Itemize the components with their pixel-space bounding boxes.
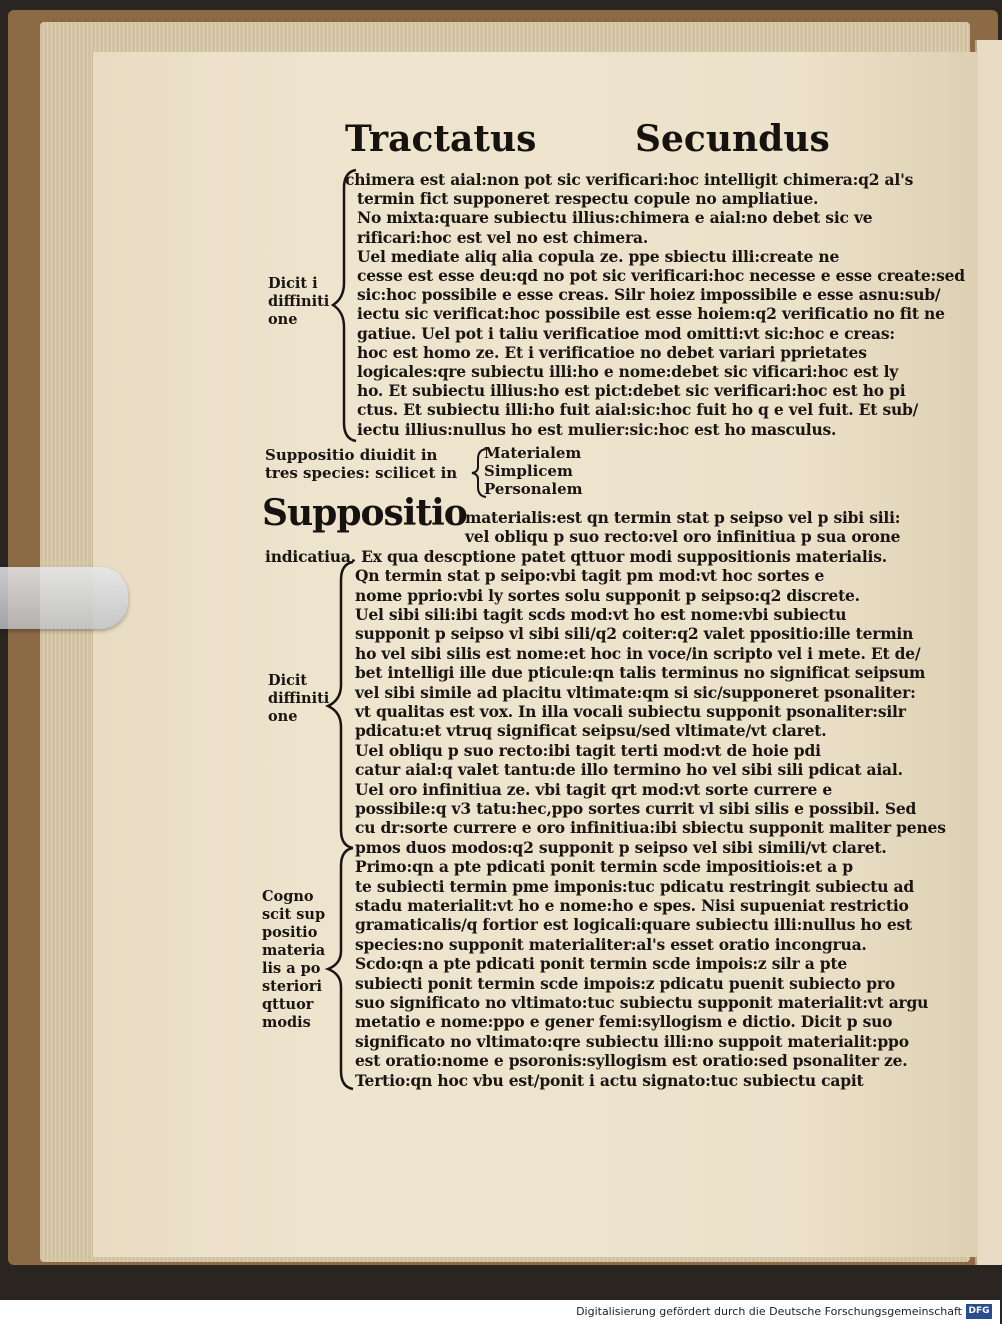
sidenote-dicit-2	[268, 672, 329, 726]
text-line: subiecti ponit termin scde impois:z pdicatu puenit subiecto pro	[355, 973, 895, 993]
text-line: sic:hoc possibile e esse creas. Silr hoiez impossibile e esse asnu:sub/	[357, 285, 941, 305]
running-head-left: Tractatus	[345, 118, 537, 160]
text-line: ctus. Et subiectu illi:ho fuit aial:sic:hoc fuit ho q e vel fuit. Et sub/	[357, 400, 919, 420]
sidenote-suppositio-dividit	[265, 446, 457, 482]
text-line: vel sibi simile ad placitu vltimate:qm si sic/supponeret psonaliter:	[355, 682, 916, 702]
page-clip	[0, 567, 128, 629]
text-line: ho. Et subiectu illius:ho est pict:debet sic verificari:hoc est ho pi	[357, 381, 906, 401]
sidenote-line: qttuor	[262, 996, 314, 1013]
running-head-right: Secundus	[635, 118, 830, 160]
species-item: Simplicem	[484, 462, 573, 480]
text-line: significato no vltimato:qre subiectu illi:no suppoit materialit:ppo	[355, 1031, 909, 1051]
footer-credit: Digitalisierung gefördert durch die Deutsche Forschungsgemeinschaft	[576, 1305, 962, 1318]
text-line: hoc est homo ze. Et i verificatioe no debet variari pprietates	[357, 342, 867, 362]
text-line: materialis:est qn termin stat p seipso vel p sibi sili:	[465, 508, 901, 527]
text-line: Uel sibi sili:ibi tagit scds mod:vt ho est nome:vbi subiectu	[355, 605, 847, 624]
facing-page-edge	[975, 40, 1002, 1265]
text-line: cu dr:sorte currere e oro infinitiua:ibi sbiectu supponit maliter penes	[355, 818, 946, 838]
text-line: metatio e nome:ppo e gener femi:syllogism e dictio. Dicit p suo	[355, 1012, 893, 1032]
running-head	[345, 118, 830, 172]
brace-2	[325, 560, 357, 850]
dfg-logo: DFG	[966, 1304, 992, 1319]
sidenote-line: Cogno	[262, 888, 314, 905]
species-item: Materialem	[484, 444, 582, 462]
text-line: logicales:qre subiectu illi:ho e nome:debet sic vificari:hoc est ly	[357, 362, 899, 381]
brace-1	[330, 168, 360, 443]
text-line: suo significato no vltimato:tuc subiectu supponit materialit:vt argu	[355, 993, 929, 1012]
sidenote-line: tres species: scilicet in	[265, 464, 458, 482]
suppositio-heading: Suppositio	[262, 492, 467, 534]
text-line: Qn termin stat p seipo:vbi tagit pm mod:vt hoc sortes e	[355, 566, 825, 586]
text-line: chimera est aial:non pot sic verificari:hoc intelligit chimera:q2 al's	[345, 170, 914, 189]
text-line: vt qualitas est vox. In illa vocali subiectu supponit psonaliter:silr	[355, 702, 906, 721]
text-line: Primo:qn a pte pdicati ponit termin scde impositiois:et a p	[355, 857, 853, 877]
sidenote-line: Dicit	[268, 672, 308, 689]
sidenote-cognoscit	[262, 888, 325, 1032]
sidenote-line: diffiniti	[268, 690, 330, 707]
text-line: est oratio:nome e psoronis:syllogism est oratio:sed psonaliter ze.	[355, 1051, 908, 1071]
text-line: Uel oro infinitiua ze. vbi tagit qrt mod:vt sorte currere e	[355, 779, 833, 799]
text-line: rificari:hoc est vel no est chimera.	[357, 227, 649, 247]
text-line: species:no supponit materialiter:al's esset oratio incongrua.	[355, 934, 867, 954]
text-line: nome pprio:vbi ly sortes solu supponit p seipso:q2 discrete.	[355, 585, 860, 605]
sidenote-line: scit sup	[262, 906, 326, 923]
text-line: Scdo:qn a pte pdicati ponit termin scde impois:z silr a pte	[355, 954, 848, 974]
sidenote-line: materia	[262, 942, 326, 959]
sidenote-line: Suppositio diuidit in	[265, 446, 438, 464]
text-line: pmos duos modos:q2 supponit p seipso vel sibi simili/vt claret.	[355, 837, 887, 857]
text-line: Uel obliqu p suo recto:ibi tagit terti mod:vt de hoie pdi	[355, 740, 821, 760]
text-line: iectu illius:nullus ho est mulier:sic:hoc est ho masculus.	[357, 419, 837, 439]
sidenote-line: Dicit i	[268, 275, 318, 292]
text-line: No mixta:quare subiectu illius:chimera e aial:no debet sic ve	[357, 208, 873, 228]
sidenote-line: modis	[262, 1014, 311, 1031]
text-line: cesse est esse deu:qd no pot sic verificari:hoc necesse e esse create:sed	[357, 266, 965, 285]
text-line: bet intelligi ille due pticule:qn talis terminus no significat seipsum	[355, 663, 926, 683]
text-line: catur aial:q valet tantu:de illo termino ho vel sibi sili pdicat aial.	[355, 760, 903, 780]
species-item: Personalem	[484, 480, 583, 498]
text-line: Uel mediate aliq alia copula ze. ppe sbiectu illi:create ne	[357, 246, 840, 266]
text-line: termin fict supponeret respectu copule no ampliatiue.	[357, 189, 819, 209]
sidenote-line: steriori	[262, 978, 323, 995]
text-line: gramaticalis/q fortior est logicali:quare subiectu illi:nullus ho est	[355, 915, 912, 935]
sidenote-line: diffiniti	[268, 293, 330, 310]
text-line: iectu sic verificat:hoc possibile est esse hoiem:q2 verificatio no fit ne	[357, 304, 945, 324]
text-line: indicatiua. Ex qua descptione patet qttuor modi suppositionis materialis.	[265, 546, 887, 566]
text-line: pdicatu:et vtruq significat seipsu/sed vltimate/vt claret.	[355, 721, 827, 741]
text-line: ho vel sibi silis est nome:et hoc in voce/in scripto vel i mete. Et de/	[355, 643, 921, 663]
sidenote-line: one	[268, 708, 298, 725]
sidenote-line: lis a po	[262, 960, 321, 977]
sidenote-line: positio	[262, 924, 318, 941]
text-line: Tertio:qn hoc vbu est/ponit i actu signato:tuc subiectu capit	[355, 1070, 864, 1090]
text-line: possibile:q v3 tatu:hec,ppo sortes currit vl sibi silis e possibil. Sed	[355, 799, 917, 818]
text-line: supponit p seipso vl sibi sili/q2 coiter:q2 valet ppositio:ille termin	[355, 624, 914, 644]
text-line: gatiue. Uel pot i taliu verificatioe mod omitti:vt sic:hoc e creas:	[357, 323, 895, 343]
footer-bar	[0, 1300, 1000, 1324]
sidenote-line: one	[268, 311, 298, 328]
brace-3	[325, 846, 357, 1091]
text-line: stadu materialit:vt ho e nome:ho e spes. Nisi supueniat restrictio	[355, 896, 909, 915]
species-list	[484, 444, 583, 498]
text-line: te subiecti termin pme imponis:tuc pdicatu restringit subiectu ad	[355, 876, 914, 896]
text-line: vel obliqu p suo recto:vel oro infinitiua p sua orone	[465, 527, 901, 547]
sidenote-dicit-1	[268, 275, 329, 329]
